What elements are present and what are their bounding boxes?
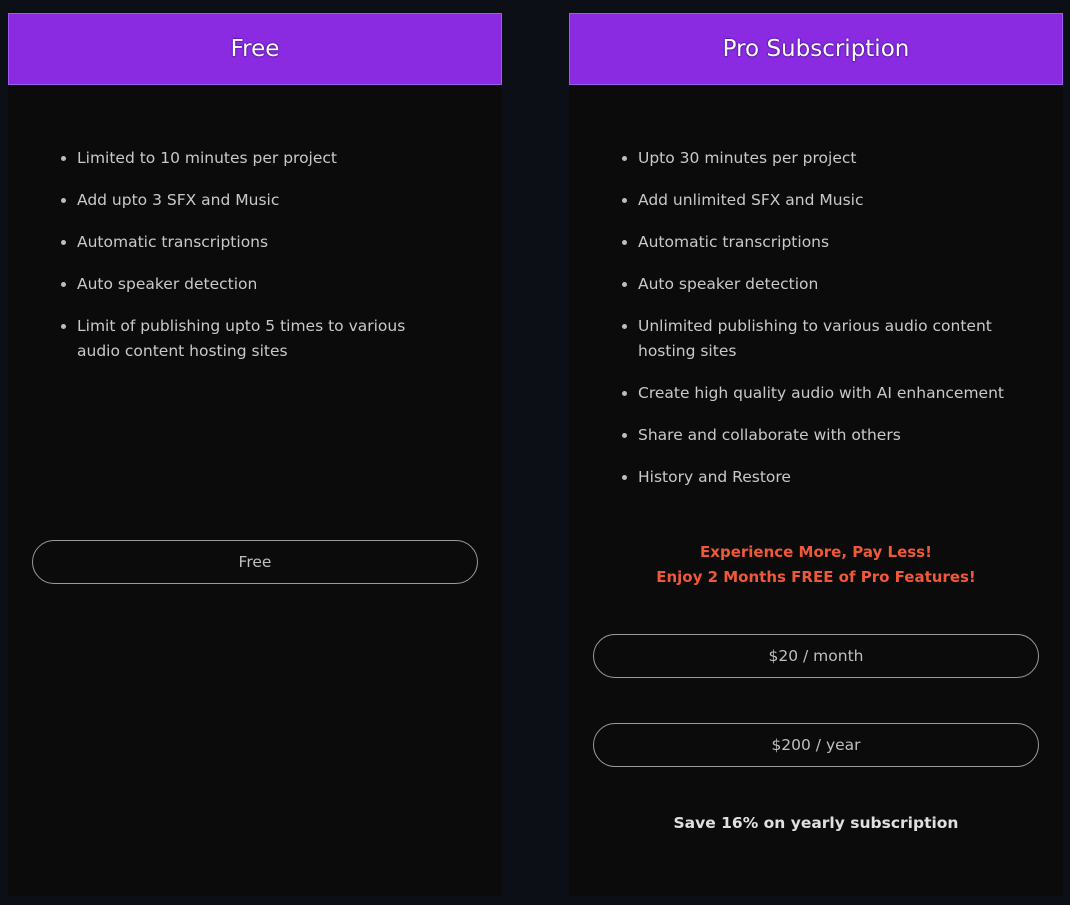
free-plan-card: [8, 13, 502, 896]
promo-message: [569, 540, 1063, 590]
feature-item: Unlimited publishing to various audio content hosting sites: [622, 314, 1043, 364]
pro-plan-card: [569, 13, 1063, 896]
feature-item: Auto speaker detection: [622, 272, 1043, 297]
free-plan-title: Free: [8, 13, 502, 85]
promo-line-1: Experience More, Pay Less!: [700, 543, 932, 561]
yearly-savings-note: Save 16% on yearly subscription: [673, 814, 959, 832]
yearly-subscribe-button[interactable]: $200 / year: [593, 723, 1039, 767]
feature-item: Automatic transcriptions: [622, 230, 1043, 255]
monthly-subscribe-button[interactable]: $20 / month: [593, 634, 1039, 678]
feature-item: Share and collaborate with others: [622, 423, 1043, 448]
feature-item: Auto speaker detection: [61, 272, 482, 297]
feature-item: Create high quality audio with AI enhancement: [622, 381, 1043, 406]
feature-item: Automatic transcriptions: [61, 230, 482, 255]
promo-line-2: Enjoy 2 Months FREE of Pro Features!: [656, 568, 976, 586]
feature-item: History and Restore: [622, 465, 1043, 490]
pro-plan-feature-list: [622, 146, 1043, 507]
pro-plan-title: Pro Subscription: [569, 13, 1063, 85]
feature-item: Add unlimited SFX and Music: [622, 188, 1043, 213]
feature-item: Limit of publishing upto 5 times to various audio content hosting sites: [61, 314, 482, 364]
free-plan-button[interactable]: Free: [32, 540, 478, 584]
feature-item: Add upto 3 SFX and Music: [61, 188, 482, 213]
feature-item: Upto 30 minutes per project: [622, 146, 1043, 171]
feature-item: Limited to 10 minutes per project: [61, 146, 482, 171]
free-plan-feature-list: [61, 146, 482, 381]
